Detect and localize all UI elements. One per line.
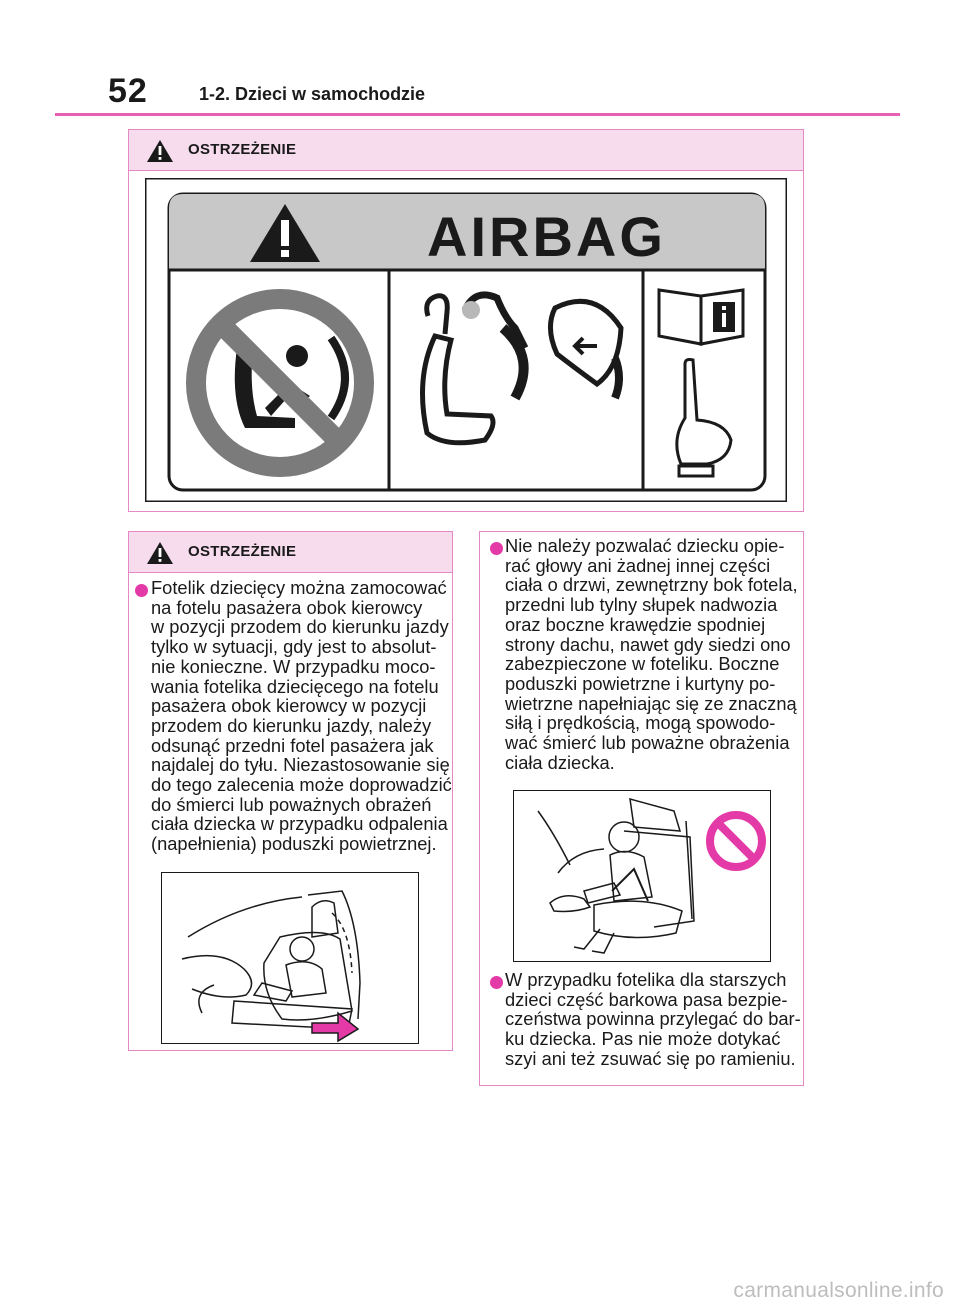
text-line: ku dziecka. Pas nie może dotykać: [505, 1028, 781, 1050]
text-line: ciała dziecka w przypadku odpalenia: [151, 813, 448, 835]
text-line: w pozycji przodem do kierunku jazdy: [151, 616, 449, 638]
section-title: 1-2. Dzieci w samochodzie: [199, 84, 426, 104]
child-seat-front-illustration: [161, 872, 419, 1044]
paragraph-leaning-warning: [505, 536, 798, 772]
bullet-dot: [135, 584, 148, 597]
warning-header: [129, 130, 803, 171]
no-child-seat-icon: [196, 299, 364, 467]
text-line: wać śmierć lub poważne obrażenia: [505, 732, 790, 754]
text-line: szyi ani też zsuwać się po ramieniu.: [505, 1047, 796, 1069]
text-line: oraz boczne krawędzie spodniej: [505, 613, 766, 635]
text-line: przodem do kierunku jazdy, należy: [151, 714, 432, 736]
text-line: ciała o drzwi, zewnętrzny bok fotela,: [505, 574, 798, 596]
airbag-warning-label: [145, 178, 787, 502]
text-line: poduszki powietrzne i kurtyny po-: [505, 672, 776, 694]
text-line: czeństwa powinna przylegać do bar-: [505, 1008, 801, 1030]
top-warning-box: [128, 129, 804, 512]
text-line: dzieci część barkowa pasa bezpie-: [505, 988, 788, 1010]
text-line: wania fotelika dziecięcego na fotelu: [151, 675, 439, 697]
text-line: tylko w sytuacji, gdy jest to absolut-: [151, 636, 437, 658]
watermark: carmanualsonline.info: [733, 1279, 944, 1302]
text-line: wietrzne napełniając się ze znaczną: [505, 692, 797, 714]
text-line: Fotelik dziecięcy można zamocować: [151, 577, 447, 598]
warning-label: OSTRZEŻENIE: [188, 543, 297, 560]
page-number: 52: [108, 72, 148, 110]
left-warning-box: [128, 531, 453, 1051]
text-line: zabezpieczone w foteliku. Boczne: [505, 653, 780, 675]
warning-triangle-icon: [146, 541, 174, 565]
text-line: do śmierci lub poważnych obrażeń: [151, 793, 432, 815]
text-line: (napełnienia) poduszki powietrznej.: [151, 833, 437, 855]
text-line: siłą i prędkością, mogą spowodo-: [505, 712, 776, 734]
page-header: [0, 0, 960, 118]
header-rule: [55, 113, 900, 116]
paragraph-belt-position: [505, 970, 801, 1069]
warning-header: [129, 532, 452, 573]
text-line: strony dachu, nawet gdy siedzi ono: [505, 633, 791, 655]
text-line: W przypadku fotelika dla starszych: [505, 969, 787, 990]
airbag-title: AIRBAG: [427, 205, 666, 268]
text-line: Nie należy pozwalać dziecku opie-: [505, 535, 785, 556]
text-line: ciała dziecka.: [505, 751, 615, 773]
warning-triangle-icon: [146, 139, 174, 163]
bullet-dot: [490, 542, 503, 555]
text-line: przedni lub tylny słupek nadwozia: [505, 594, 778, 616]
warning-label: OSTRZEŻENIE: [188, 141, 297, 158]
text-line: odsunąć przedni fotel pasażera jak: [151, 734, 434, 756]
booster-seat-illustration: [513, 790, 771, 962]
paragraph-front-seat-mounting: [151, 578, 452, 854]
text-line: najdalej do tyłu. Niezastosowanie się: [151, 754, 450, 776]
text-line: rać głowy ani żadnej innej części: [505, 554, 771, 576]
text-line: do tego zalecenia może doprowadzić: [151, 774, 452, 796]
bullet-dot: [490, 976, 503, 989]
text-line: na fotelu pasażera obok kierowcy: [151, 596, 423, 618]
right-info-box: [479, 531, 804, 1086]
text-line: pasażera obok kierowcy w pozycji: [151, 695, 427, 717]
text-line: nie konieczne. W przypadku moco-: [151, 655, 436, 677]
